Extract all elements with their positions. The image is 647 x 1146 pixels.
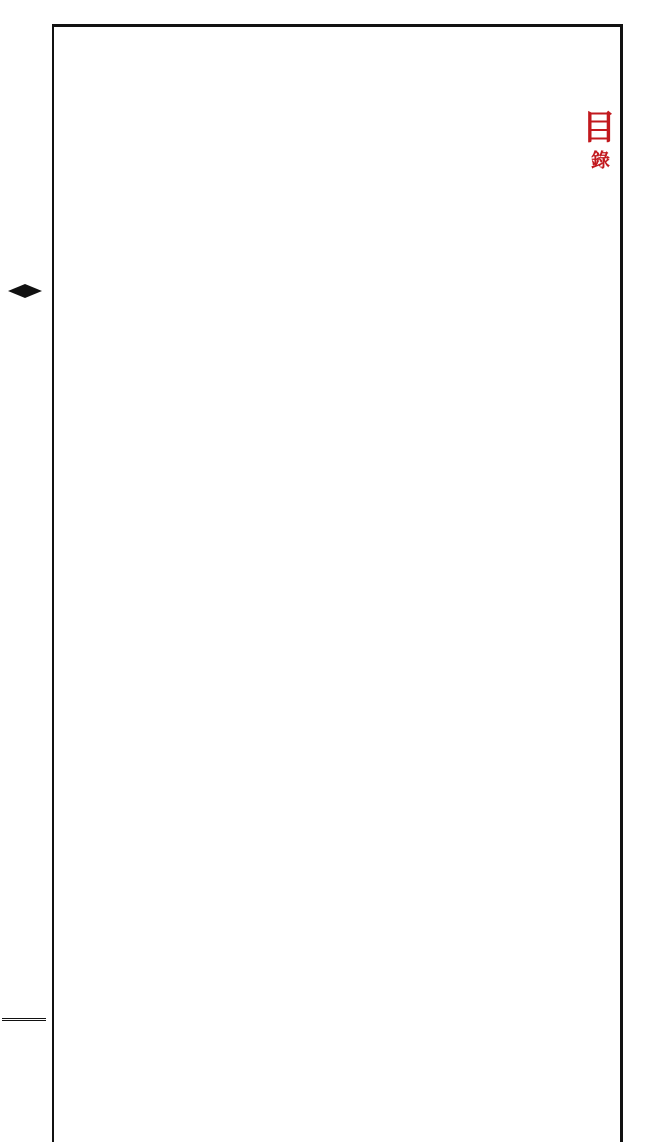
top-border (52, 24, 622, 27)
ornament-divider (8, 284, 42, 298)
toc-title: 目 (582, 108, 616, 148)
publisher-block (4, 328, 48, 928)
right-border (620, 24, 623, 1142)
spine-divider (52, 24, 54, 1142)
publisher-brand (2, 1018, 46, 1139)
toc-title-2: 錄 (588, 150, 610, 171)
